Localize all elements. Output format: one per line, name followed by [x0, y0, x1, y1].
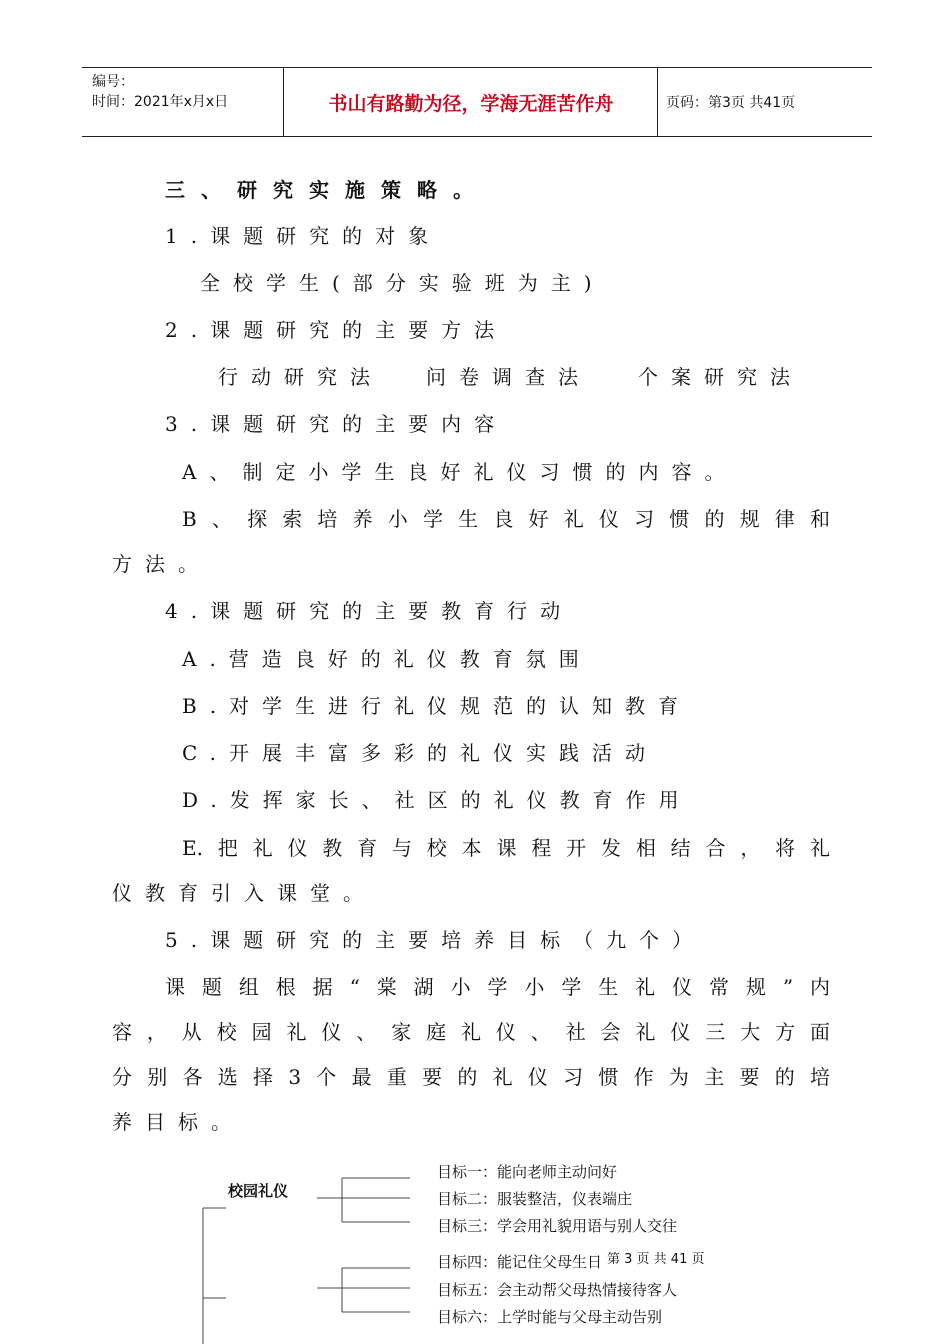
item5-paragraph-line2: 容，从校园礼仪、家庭礼仪、社会礼仪三大方面	[112, 1020, 830, 1044]
goal-3: 目标三：学会用礼貌用语与别人交往	[437, 1217, 678, 1235]
item4-d: D.发挥家长、社区的礼仪教育作用	[182, 788, 692, 812]
item5-title: 5.课题研究的主要培养目标（九个）	[165, 928, 706, 952]
doc-number-label: 编号：	[92, 74, 134, 90]
item3-a: A、制定小学生良好礼仪习惯的内容。	[182, 460, 738, 484]
item3-title: 3.课题研究的主要内容	[165, 412, 508, 436]
item4-b: B.对学生进行礼仪规范的认知教育	[182, 694, 692, 718]
item3-b-line2: 方法。	[112, 552, 211, 576]
header-page-info: 页码：第3页 共41页	[666, 95, 796, 111]
item5-paragraph-line3: 分别各选择3个最重要的礼仪习惯作为主要的培	[112, 1065, 830, 1089]
goal-4: 目标四：能记住父母生日	[437, 1253, 603, 1271]
goal-1: 目标一：能向老师主动问好	[437, 1163, 618, 1181]
item5-paragraph-line4: 养目标。	[112, 1110, 244, 1134]
goal-2: 目标二：服装整洁，仪表端庄	[437, 1190, 633, 1208]
item1-text: 全校学生(部分实验班为主)	[200, 271, 605, 295]
method-action-research: 行动研究法	[218, 365, 383, 389]
item4-e-line1: E.把礼仪教育与校本课程开发相结合，将礼	[182, 836, 830, 860]
item3-b-line1: B、探索培养小学生良好礼仪习惯的规律和	[182, 507, 830, 531]
item4-c: C.开展丰富多彩的礼仪实践活动	[182, 741, 658, 765]
item1-title: 1.课题研究的对象	[165, 224, 442, 248]
item2-title: 2.课题研究的主要方法	[165, 318, 508, 342]
section-title: 三、研究实施策略。	[165, 178, 489, 202]
item4-a: A.营造良好的礼仪教育氛围	[182, 647, 592, 671]
method-questionnaire: 问卷调查法	[426, 365, 591, 389]
category-school-etiquette: 校园礼仪	[228, 1182, 289, 1200]
item5-paragraph-line1: 课题组根据“棠湖小学小学生礼仪常规”内	[165, 975, 830, 999]
goal-6: 目标六：上学时能与父母主动告别	[437, 1308, 663, 1326]
item4-title: 4.课题研究的主要教育行动	[165, 599, 574, 623]
method-case-study: 个案研究法	[638, 365, 803, 389]
header-motto: 书山有路勤为径，学海无涯苦作舟	[328, 92, 614, 115]
item4-e-line2: 仪教育引入课堂。	[112, 881, 376, 905]
footer-page-number: 第 3 页 共 41 页	[607, 1252, 705, 1267]
doc-time-label: 时间：2021年x月x日	[92, 94, 229, 110]
goal-5: 目标五：会主动帮父母热情接待客人	[437, 1281, 678, 1299]
